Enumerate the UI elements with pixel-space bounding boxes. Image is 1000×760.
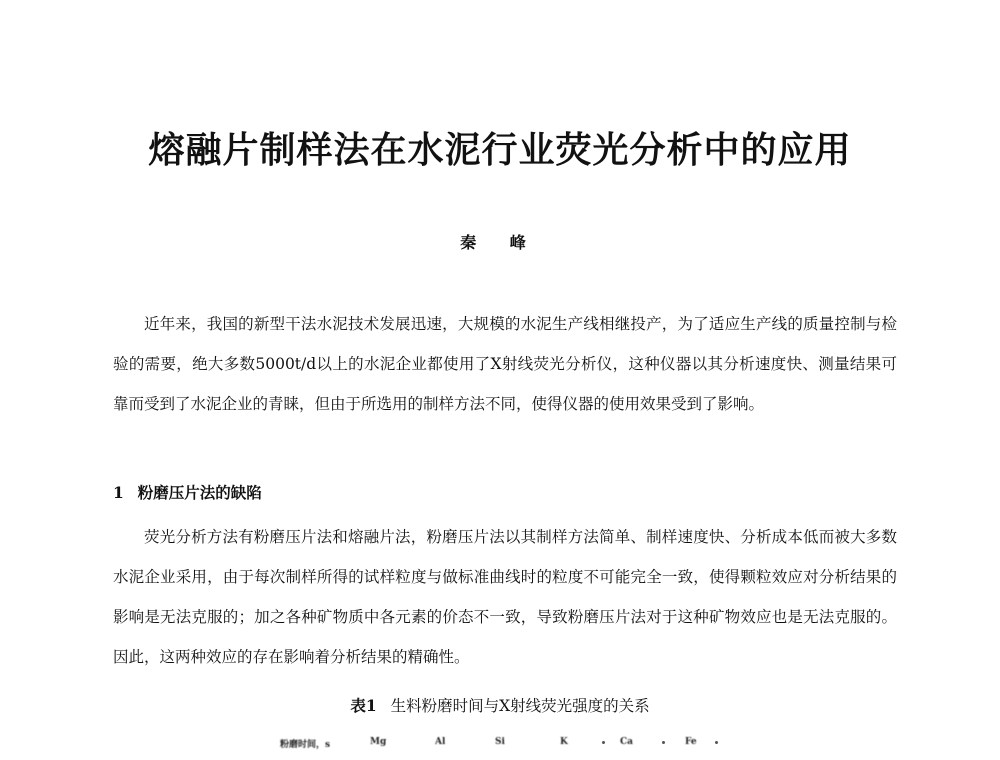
paper-title: 熔融片制样法在水泥行业荧光分析中的应用 xyxy=(148,129,852,171)
section-heading xyxy=(113,480,262,506)
table-header-cell: Si xyxy=(495,737,505,747)
scan-speck xyxy=(602,741,605,744)
table-number: 表1 xyxy=(350,696,377,715)
section-paragraph: 荧光分析方法有粉磨压片法和熔融片法，粉磨压片法以其制样方法简单、制样速度快、分析成本低而被大多数水泥企业采用，由于每次制样所得的试样粒度与做标准曲线时的粒度不可能完全一致，使得颗粒效应对分析结果的影响是无法克服的；加之各种矿物质中各元素的价态不一致，导致粉磨压片法对于这种矿物效应也是无法克服的。因此，这两种效应的存在影响着分析结果的精确性。 xyxy=(113,528,897,666)
table-header-cell: K xyxy=(560,737,568,747)
scan-speck xyxy=(715,741,718,744)
section-title: 粉磨压片法的缺陷 xyxy=(137,483,262,502)
table-header-cell: Mg xyxy=(370,737,387,747)
table-caption-text: 生料粉磨时间与X射线荧光强度的关系 xyxy=(390,697,650,715)
paper-author: 秦 峰 xyxy=(460,233,540,252)
table-header-cell: 粉磨时间，s xyxy=(280,740,331,750)
intro-paragraph: 近年来，我国的新型干法水泥技术发展迅速，大规模的水泥生产线相继投产，为了适应生产线的质量控制与检验的需要，绝大多数5000t/d以上的水泥企业都使用了X射线荧光分析仪，这种仪器以其分析速度快、测量结果可靠而受到了水泥企业的青睐，但由于所选用的制样方法不同，使得仪器的使用效果受到了影响。 xyxy=(113,315,897,413)
table-header-cell: Fe xyxy=(685,737,697,747)
table-caption xyxy=(0,695,1000,717)
table-header-cell: Ca xyxy=(620,737,633,747)
section-number: 1 xyxy=(113,483,124,502)
table-header-cell: Al xyxy=(435,737,446,747)
scan-speck xyxy=(662,741,665,744)
